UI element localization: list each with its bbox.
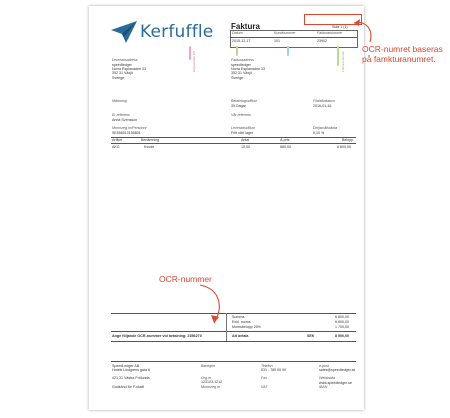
to-pay-value: 8 500,00 (335, 334, 349, 338)
excl-vat-label: Exkl. moms (232, 320, 251, 324)
customer-no-value: 101 (274, 39, 280, 43)
your-ref-label: Er referens (112, 113, 130, 117)
your-ref-value: Anna Svensson (112, 118, 138, 122)
footer-line: SpeedLedger AB (112, 364, 140, 368)
date-value: 2015-12-17 (232, 39, 251, 43)
footer-line: www.speedledger.se (319, 380, 352, 385)
footer-line: 031 - 780 00 00 (261, 368, 287, 373)
footer-line: Telefon (261, 364, 273, 368)
table-header-rule (111, 143, 356, 144)
ocr-payment-text: Ange följande OCR-nummer vid betalning: 2356270 (112, 334, 202, 338)
summary-bottom-rule (111, 341, 356, 342)
footer-line: Godkänd för F-skatt (112, 384, 144, 389)
our-ref-label: Vår referens (231, 113, 251, 117)
billing-line: speedledger (231, 63, 251, 67)
footer-line: sales@speedledger.se (319, 368, 356, 373)
supplier-label: Leveransadress (112, 58, 138, 62)
footer-rule (111, 361, 356, 362)
footer-line: Bankgiro (201, 364, 216, 368)
summary-top-rule (111, 313, 356, 314)
footer-line: Org.nr (201, 376, 212, 381)
row-price: 680,00 (280, 145, 291, 149)
col-price: À-pris (280, 138, 290, 142)
invoice-no-value: 23902 (317, 39, 327, 43)
supplier-line: 352 31 Växjö (112, 71, 133, 76)
supplier-line: Sverige (112, 75, 125, 80)
invoice-title: Faktura (231, 22, 260, 31)
col-amount: Belopp (342, 138, 354, 142)
annotation-mark-pink (189, 46, 191, 60)
vat-amount-value: 1 700,00 (335, 325, 349, 329)
summary-mid-rule (111, 331, 356, 332)
invoice-no-label: Fakturanummer (317, 31, 343, 35)
currency: SEK (307, 334, 315, 338)
to-pay-label: Att betala (232, 334, 249, 338)
ocr-note-line: på famkturanumret. (362, 54, 436, 64)
interest-label: Dröjsmålsränta (313, 126, 338, 130)
ocr-note-line: OCR-numret baseras (362, 44, 443, 54)
col-description: Benämning (141, 138, 160, 142)
ocr-note-bottom: OCR-nummer (159, 274, 212, 284)
footer-line: e-post (319, 364, 329, 368)
supplier-line: speedledger (112, 63, 132, 67)
marking-label: Märkning (112, 99, 127, 103)
ocr-note-arrow-bottom (190, 283, 230, 331)
footer-line: 421 31 Västra Frölunda (112, 376, 150, 381)
footer-line: IBAN (319, 384, 328, 389)
footer-line: 123123-1212 (201, 380, 223, 385)
due-date-label: Förfallodatum (313, 99, 335, 103)
row-qty: 10,00 (241, 145, 250, 149)
excl-vat-value: 6 800,00 (335, 320, 349, 324)
col-article: Artikel (112, 138, 122, 142)
annotation-green-text: Fakturanummer (341, 50, 345, 72)
vat-label: Momsreg.nr/Personnr (112, 126, 147, 130)
billing-line: Sverige (231, 75, 244, 80)
billing-line: Norra Esplanaden 33 (231, 67, 265, 72)
row-amount: 6 800,00 (337, 145, 351, 149)
footer-col-email (319, 364, 355, 389)
company-logo-text: Kerfuffle (140, 22, 214, 42)
billing-address (231, 63, 265, 80)
annotation-mark-green-2 (337, 46, 339, 66)
interest-value: 0,10 % (313, 131, 325, 135)
vat-amount-label: Momsbelopp 25% (232, 325, 261, 329)
page-number: Sida 1 (1) (332, 25, 348, 29)
footer-col-phone (261, 364, 286, 389)
row-description: Kvode (144, 145, 155, 149)
delivery-value: Fritt vårt lager (231, 131, 254, 135)
invoice-page (89, 6, 364, 410)
annotation-pink-text: Orgnummer 1/2 (192, 50, 196, 72)
footer-line: Webbsida (319, 376, 335, 381)
annotation-mark-blue (287, 46, 289, 56)
supplier-line: Norra Esplanaden 33 (112, 67, 146, 72)
vat-value: SE556010155801 (112, 131, 141, 135)
footer-col-bank (201, 364, 222, 389)
sum-value: 6 800,00 (335, 315, 349, 319)
payment-terms-label: Betalningsvillkor (231, 99, 257, 103)
footer-line: VAT (261, 384, 268, 389)
row-article: AKG (112, 145, 120, 149)
payment-terms-value: 30 Dagar (231, 104, 246, 108)
due-date-value: 2016-01-16 (313, 104, 332, 108)
delivery-label: Leveransvillkor (231, 126, 255, 130)
date-label: Datum (232, 31, 243, 35)
billing-label: Fakturaadress (231, 58, 254, 62)
footer-line: Hotels Lindgrens gata 6 (112, 368, 150, 373)
paper-plane-logo-icon (111, 21, 137, 43)
footer-line: Fax (261, 376, 267, 381)
sum-label: Summa (232, 315, 245, 319)
col-qty: Antal (241, 138, 250, 142)
ocr-note-top (362, 44, 443, 64)
supplier-address (112, 63, 146, 80)
footer-line: Momsreg.nr (201, 384, 221, 389)
footer-address (112, 364, 150, 389)
customer-no-label: Kundnummer (274, 31, 296, 35)
billing-line: 352 31 Växjö (231, 71, 252, 76)
ocr-note-arrow-top (340, 6, 380, 44)
annotation-mark-green-1 (236, 46, 238, 56)
